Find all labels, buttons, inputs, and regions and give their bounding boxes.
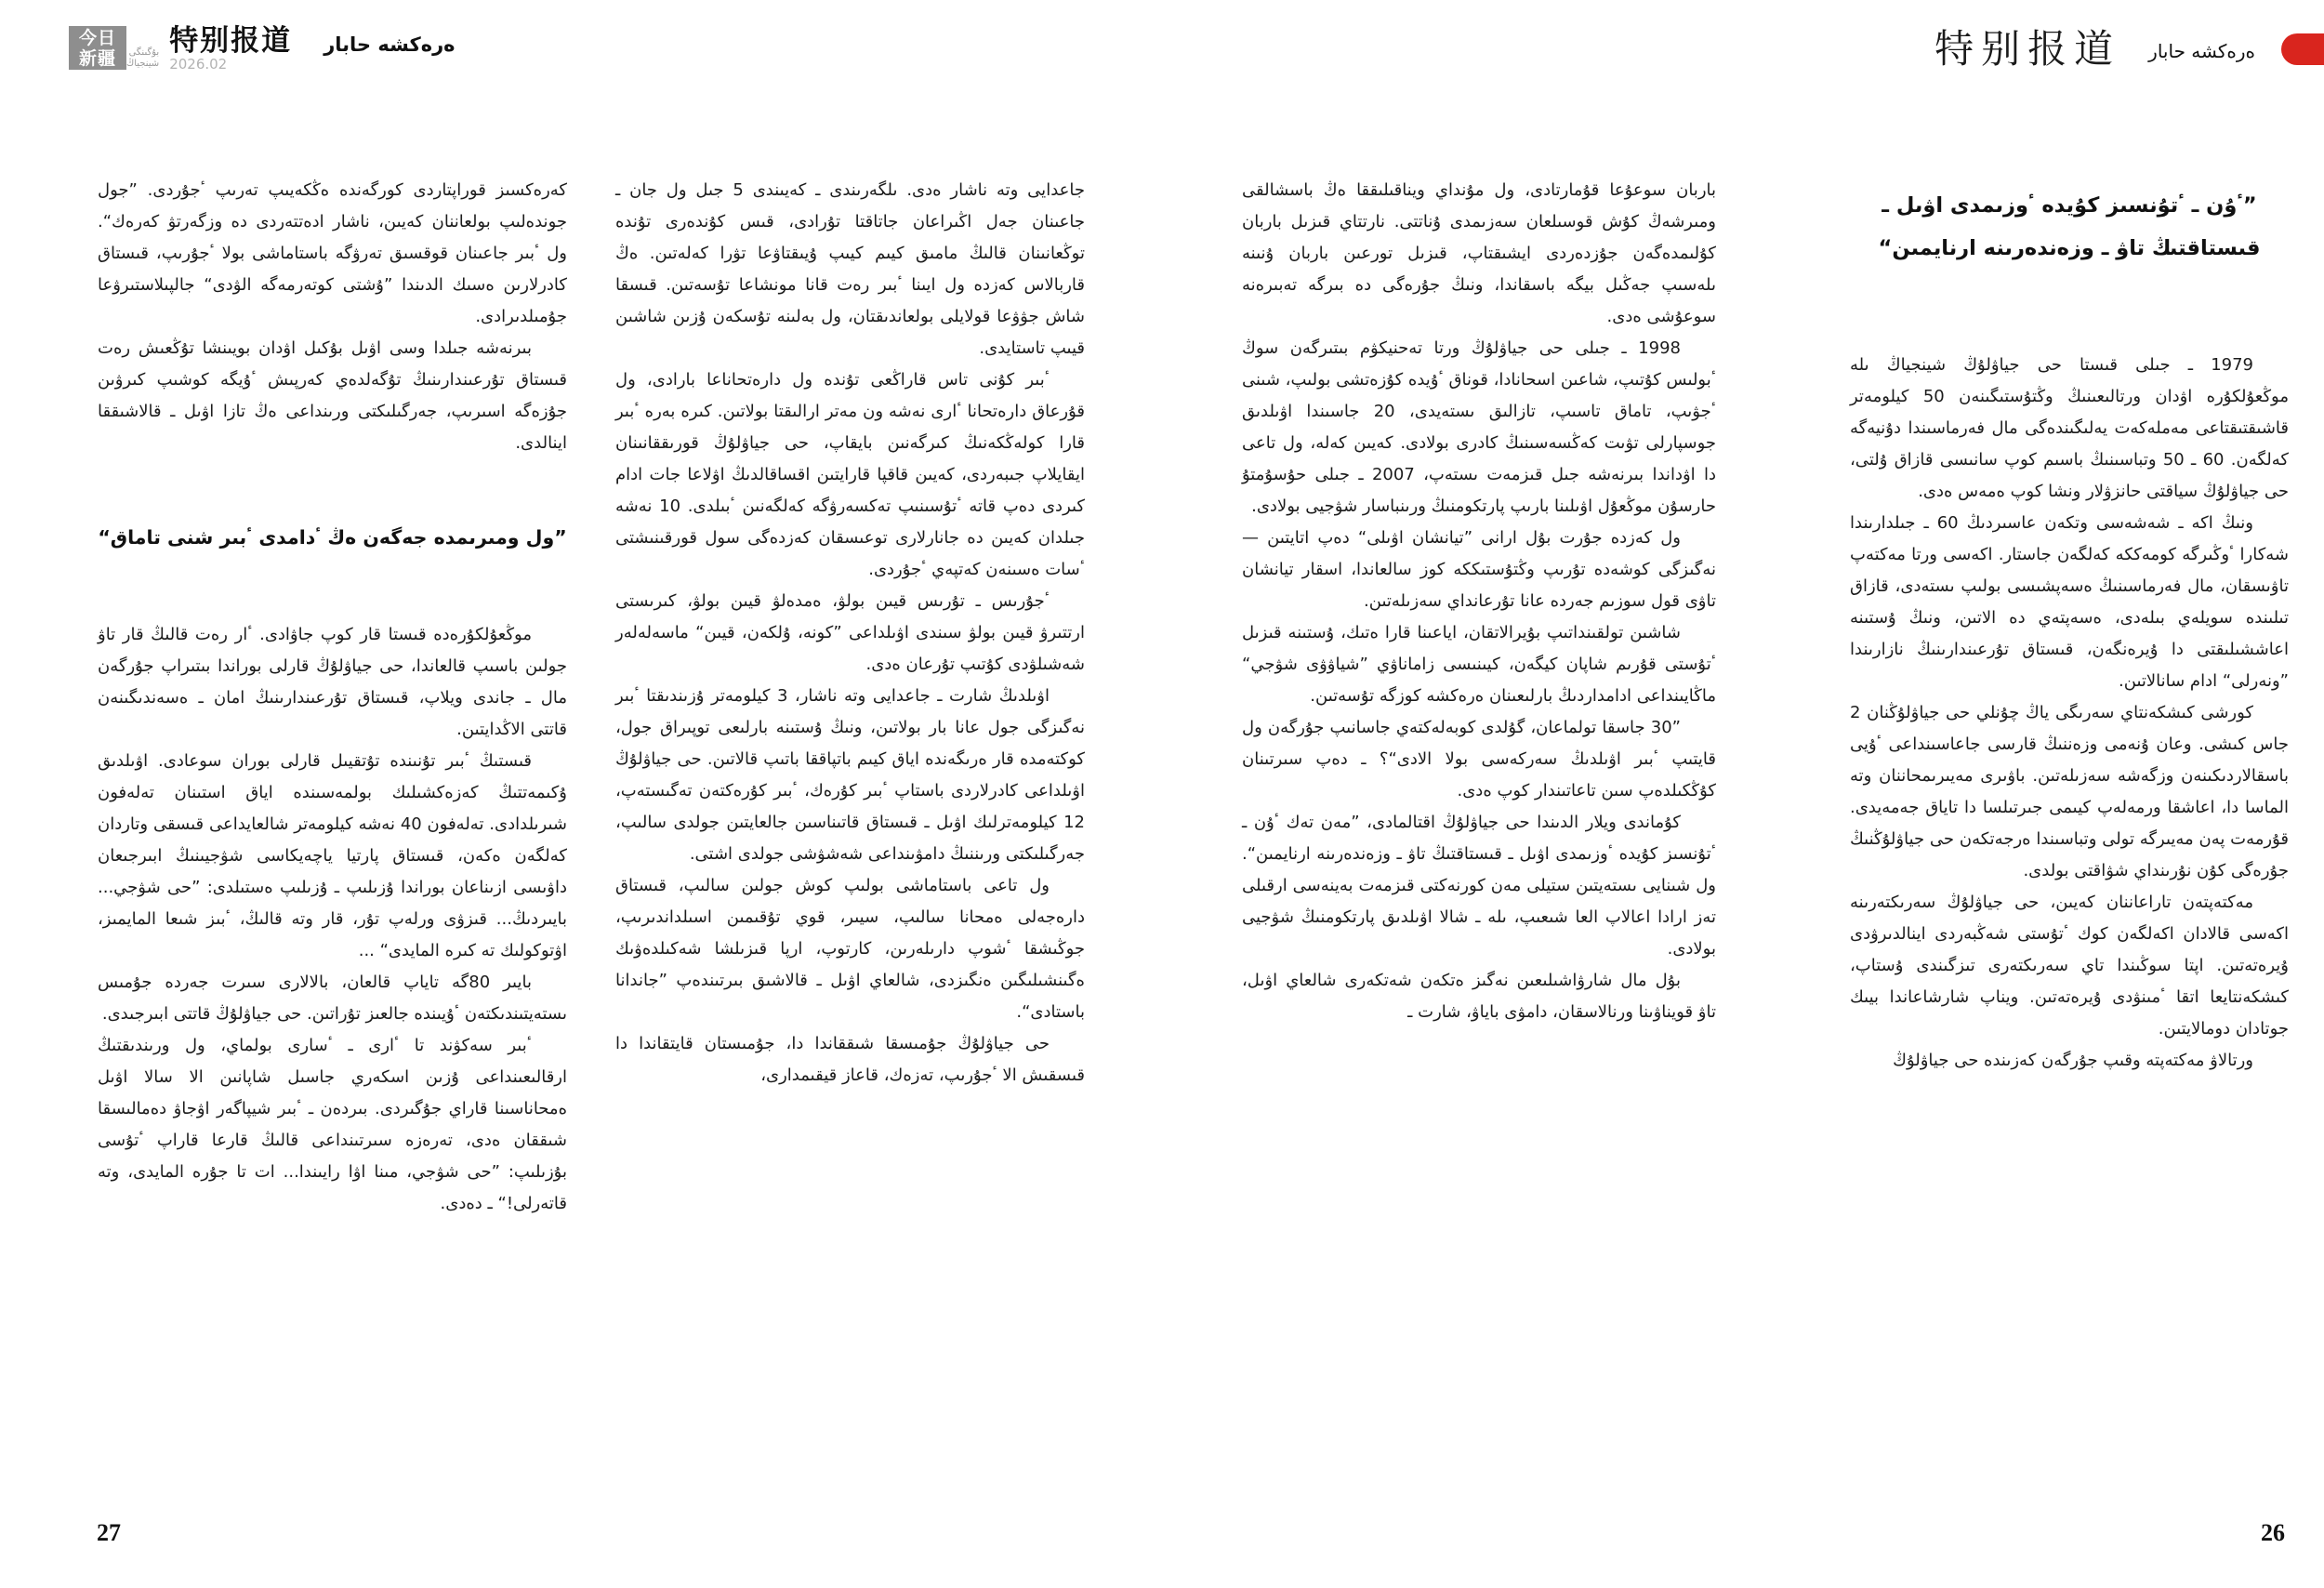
issue-date: 2026.02	[169, 56, 228, 73]
article-headline: ”ٴۇن ـ ٴتۇنسىز كۇيدە ٴوزىمدى اۋىل ـ قىستاقتىڭ تاۋ ـ وزەندەرىنە ارنايمىن“	[1878, 193, 2261, 260]
paragraph: اۋىلدىڭ شارت ـ جاعدايى وتە ناشار، 3 كيلومەتر ۇزىندىقتا ٴبىر نەگىزگى جول عانا بار بولاتىن، ونىڭ ۇستىنە بارلىعى توپىراق جول، كوكتەمدە قار ەرىگەندە اياق كيىم باتپاققا باتىپ قالاتىن. حى جياۋلۇڭ اۋىلداعى كادرلاردى باستاپ ٴبىر كۇرەك، ٴبىر كۇرەكتەن تەگىستەپ، 12 كيلومەترلىك اۋىل ـ قىستاق قاتىناسىن جالعايتىن جولدى سالىپ، جەرگىلىكتى ورىننىڭ دامۋىنداعى شەشۋشى جولدى اشتى.	[615, 686, 1085, 864]
paragraph: بۇل مال شارۋاشىلىعىن نەگىز ەتكەن شەتكەرى شالعاي اۋىل، تاۋ قويناۋىنا ورنالاسقان، دامۋى باياۋ، شارت ـ	[1242, 971, 1716, 1022]
paragraph: ول تاعى باستاماشى بولىپ كوش جولىن سالىپ، قىستاق دارەجەلى ەمحانا سالىپ، سيىر، قوي تۇقىمىن اسىلداندىرىپ، جوڭىشقا ٴشوپ دارىلەرىن، كارتوپ، ارپا قىزىلشا شەكىلدەۋىك ەگىنشىلىگىن ەنگىزدى، شالعاي اۋىل ـ قالاشىق بىرتىندەپ ”جاندانا باستادى“.	[615, 876, 1085, 1022]
paragraph: كورشى كىشكەنتاي سەرىگى ياڭ چۇنلي حى جياۋلۇڭنان 2 جاس كىشى. وعان ۇنەمى وزەننىڭ قارسى جاعاسىنداعى ٴۇيى باسقالاردىكىنەن وزگەشە سەزىلەتىن. باۋىرى مەيىرىمحاننان وتە الماسا دا، اعاشقا ورمەلەپ كيىمى جىرتىلسا دا تاياق جەمەيدى. قۇرمەت پەن مەيىرگە تولى وتباسىندا ەرجەتكەن حى جياۋلۇڭنىڭ جۇرەگى كۇن نۇرىنداي شۋاقتى بولدى.	[1850, 703, 2289, 880]
paragraph: حى جياۋلۇڭ جۇمىسقا شىققاندا دا، جۇمىستان قايتقاندا دا قىسقىش الا ٴجۇرىپ، تەزەك، قاعاز قيقىمدارى،	[615, 1034, 1085, 1085]
paragraph: ورتالاۋ مەكتەپتە وقىپ جۇرگەن كەزىندە حى جياۋلۇڭ	[1893, 1051, 2253, 1070]
page-number-27: 27	[97, 1519, 121, 1546]
header-right	[1934, 19, 2324, 74]
section-title-chinese-calligraphy: 特别报道	[1934, 29, 2121, 72]
article-column-4	[98, 175, 567, 1220]
paragraph: ٴبىر سەكۋند تا ٴارى ـ ٴسارى بولماي، ول ورىندىقتىڭ ارقالىعىنداعى ۇزىن اسكەري جاسىل شاپانىن الا سالا اۋىل ەمحاناسىنا قاراي جۇگىردى. بىردەن ـ ٴبىر شيپاگەر اۋجاۋ دەمالىسقا شىققان ەدى، تەرەزە سىرتىنداعى قالىڭ قارعا قاراپ ٴتۇسى بۇزىلىپ: ”حى شۋجي، مىنا اۋا رايىندا... ات تا جۇرە المايدى، وتە قاتەرلى!“ ـ دەدى.	[98, 1036, 567, 1213]
paragraph: ونىڭ اكە ـ شەشەسى وتكەن عاسىردىڭ 60 ـ جىلدارىندا شەكارا ٴوڭىرگە كومەككە كەلگەن جاستار. اكەسى ورتا مەكتەپ تاۋىسقان، مال فەرماسىنىڭ ەسەپشىسى بولىپ ىستەدى، قازاق تىلىندە سويلەي بىلەدى، ەسەپتەي دە الاتىن، ونىڭ ۇستىنە اعاششىلىقتى دا ۇيرەنگەن، قىستاق تۇرعىندارىنىڭ نازارىندا ”ونەرلى“ ادام سانالاتىن.	[1850, 513, 2289, 691]
logo-arabic-line2: شينجياڭ	[126, 59, 160, 69]
paragraph: موڭعۇلكۇرەدە قىستا قار كوپ جاۋادى. ٴار رەت قالىڭ قار تاۋ جولىن باسىپ قالعاندا، حى جياۋلۇڭ قارلى بوراندا بىتىراپ جۇرگەن مال ـ جاندى ويلاپ، قىستاق تۇرعىندارىنىڭ امان ـ ەسەندىگىنەن قاتتى الاڭدايتىن.	[98, 625, 567, 739]
red-tab-marker	[2281, 33, 2324, 65]
magazine-logo-arabic	[126, 26, 164, 73]
paragraph: قىستىڭ ٴبىر تۇنىندە تۇتقيىل قارلى بوران سوعادى. اۋىلدىق ۇكىمەتتىڭ كەزەكشىلىك بولمەسىندە اياق استىنان تەلەفون شىرىلدادى. تەلەفون 40 نەشە كيلومەتر شالعايداعى قىسقى وتاردان كەلگەن ەكەن، قىستاق پارتيا ياچەيكاسى شۋجيىنىڭ ابىرجىعان داۋىسى ازىناعان بوراندا ۇزىلىپ ـ ۇزىلىپ ەستىلدى: ”حى شۋجي... بايىردىڭ... قىزۋى ورلەپ تۇر، قار وتە قالىڭ، ٴبىز شىعا المايمىز، اۋتوكولىك تە كىرە المايدى“ ...	[98, 751, 567, 960]
paragraph: مەكتەپتەن تاراعاننان كەيىن، حى جياۋلۇڭ سەرىكتەرىنە اكەسى قالادان اكەلگەن كوك ٴتۇستى شەڭبەردى اينالدىرۋدى ۇيرەتەتىن. اپتا سوڭىندا تاي سەرىكتەرى تىزگىندى ۇستاپ، كىشكەنتايعا اتقا ٴمىنۋدى ۇيرەتەتىن. ويناپ شارشاعاندا بيىك جوتادان دومالايتىن.	[1850, 893, 2289, 1039]
paragraph: باربان سوعۇعا قۇمارتادى، ول مۇنداي ويناقىلىققا ەڭ باسشالقى ومىرشەڭ كۇش قوسىلعان سەزىمدى ۇناتتى. نارتتاي قىزىل باربان كۇلىمدەگەن جۇزدەردى ايشىقتاپ، قىزىل تورعىن باربان ۇنىنە ىلەسىپ جەڭىل بيگە باسقاندا، ونىڭ جۇرەگى دە بىرگە تەبىرەنە سوعۇشى ەدى.	[1242, 180, 1716, 326]
section-title-kazakh: ەرەكشە حابار	[2148, 40, 2255, 62]
page-number-26: 26	[2261, 1519, 2285, 1546]
logo-line2: 新疆	[78, 47, 116, 69]
article-subhead: ”ول ومىرىمدە جەگەن ەڭ ٴدامدى ٴبىر شنى تاماق“	[98, 526, 567, 549]
paragraph: بىرنەشە جىلدا وسى اۋىل بۇكىل اۋدان بويىنشا تۇڭعىش رەت قىستاق تۇرعىندارىنىڭ تۇگەلدەي كەرپىش ٴۇيگە كوشىپ كىرۋىن جۇزەگە اسىرىپ، جەرگىلىكتى ورىنداعى ەڭ تازا اۋىل ـ قالاشىققا اينالدى.	[98, 338, 567, 453]
paragraph: ٴجۇرىس ـ تۇرىس قيىن بولۋ، ەمدەلۋ قيىن بولۋ، كىرىستى ارتتىرۋ قيىن بولۋ سىندى اۋىلداعى ”كونە، ۇلكەن، قيىن“ ماسەلەلەر شەشىلۋدى كۇتىپ تۇرعان ەدى.	[615, 591, 1085, 674]
paragraph: 1979 ـ جىلى قىستا حى جياۋلۇڭ شينجياڭ ىلە موڭعۇلكۇرە اۋدان ورتالىعىنىڭ وڭتۇستىگىنەن 50 كيلومەتر قاشىقتىقتاعى مەملەكەت يەلىگىندەگى مال فەرماسىندا دۇنيەگە كەلگەن. 60 ـ 50 وتباسىنىڭ باسىم كوپ سانىسى قازاق ۇلتى، حى جياۋلۇڭ سياقتى حانزۋلار ونشا كوپ ەمەس ەدى.	[1850, 355, 2289, 501]
logo-line1: 今日	[78, 27, 116, 48]
paragraph: كۇماندى ويلار الدىندا حى جياۋلۇڭ اقتالمادى، ”مەن تەك ٴۇن ـ ٴتۇنسىز كۇيدە ٴوزىمدى اۋىل ـ قىستاقتىڭ تاۋ ـ وزەندەرىنە ارنايمىن“. ول شىنايى ىستەيتىن ستيلى مەن كورنەكتى قىزمەت بەينەسى ارقىلى تەز ارادا اعالاپ العا شىعىپ، ىلە ـ شالا اۋىلدىق پارتكومنىڭ شۋجيى بولادى.	[1242, 813, 1716, 959]
logo-arabic-line1: بۇگىنگى	[128, 47, 160, 58]
paragraph: بايىر 80گە تاياپ قالعان، بالالارى سىرت جەردە جۇمىس ىستەيتىندىكتەن ٴۇيىندە جالعىز تۇراتىن. حى جياۋلۇڭ قاتتى ابىرجىدى.	[98, 973, 567, 1024]
article-column-1	[1850, 175, 2289, 1077]
section-title-block	[169, 26, 292, 73]
paragraph: جاعدايى وتە ناشار ەدى. ىلگەرىندى ـ كەيىندى 5 جىل ول جان ـ جاعىنان جەل اڭىراعان جاتاقتا تۇرادى، قىس كۇندەرى تۇندە توڭعانىنان قالىڭ مامىق كيىم كيىپ ۇيىقتاۋعا تۋرا كەلەتىن. ەڭ قاربالاس كەزدە ول ايىنا ٴبىر رەت قانا مونشاعا تۇسەتىن. قىسقا شاش جۋۋعا قولايلى بولعاندىقتان، ول بەلىنە تۇسكەن ۇزىن شاشىن قيىپ تاستايدى.	[615, 180, 1085, 358]
section-title-kazakh: ەرەكشە حابار	[324, 33, 456, 56]
paragraph: كەرەكسىز قوراپتاردى كورگەندە ەڭكەيىپ تەرىپ ٴجۇردى. ”جول جوندەلىپ بولعاننان كەيىن، ناشار ادەتتەردى دە وزگەرتۋ كەرەك“. ول ٴبىر جاعىنان قوقسىق تەرۋگە باستاماشى بولا ٴجۇرىپ، قىستاق كادرلارىن ەسىك الدىندا ”ۇشتى كوتەرمەگە الۋدى“ جالپىلاستىرۋعا جۇمىلدىرادى.	[98, 180, 567, 326]
article-column-3	[615, 175, 1085, 1092]
paragraph: ول كەزدە جۇرت بۇل ارانى ”تيانشان اۋىلى“ دەپ اتايتىن — نەگىزگى كوشەدە تۇرىپ وڭتۇستىككە كوز سالعاندا، اسقار تيانشان تاۋى قول سوزىم جەردە عانا تۇرعانداي سەزىلەتىن.	[1242, 528, 1716, 611]
paragraph: ٴبىر كۇنى تاس قاراڭعى تۇندە ول دارەتحاناعا بارادى، ول قۇرعاق دارەتحانا ٴارى نەشە ون مەتر ارالىقتا بولاتىن. كىرە بەرە ٴبىر قارا كولەڭكەنىڭ كىرگەنىن بايقاپ، حى جياۋلۇڭ قورىققانىنان ايقايلاپ جىبەردى، كەيىن قاقپا قارايتىن اقساقالدىڭ اۋلاعا جات ادام كىردى دەپ قاتە ٴتۇسىنىپ تەكسەرۋگە كەلگەنىن ٴبىلدى. 10 نەشە جىلدان كەيىن دە جانارلارى توعىسقان كەزدەگى سول قورقىنىشتى ٴسات ەسىنەن كەتپەي ٴجۇردى.	[615, 370, 1085, 579]
magazine-logo	[69, 26, 126, 70]
paragraph: 1998 ـ جىلى حى جياۋلۇڭ ورتا تەحنيكۋم بىتىرگەن سوڭ ٴبولىس كۇتىپ، شاعىن اسحانادا، قوناق ٴۇيدە كۇزەتشى بولىپ، شىنى ٴجۋىپ، تاماق تاسىپ، تازالىق ىستەيدى، 20 جاسىندا اۋىلدىق جوسپارلى تۋىت كەڭسەسىنىڭ كادرى بولادى. كەيىن كەلە، ول تاعى دا اۋداندا بىرنەشە جىل قىزمەت ىستەپ، 2007 ـ جىلى حۇسۇمتۇ حارسۇن موڭعۇل اۋىلىنا بارىپ پارتكومنىڭ ورىنباسار شۋجيى بولادى.	[1242, 338, 1716, 516]
paragraph: شاشىن تولقىنداتىپ بۇيرالاتقان، اياعىنا قارا ەتىك، ۇستىنە قىزىل ٴتۇستى قۇرىم شاپان كيگەن، كيىنىسى زاماناۋي ”شياۋۋى شۋجي“ ماڭايىنداعى ادامداردىڭ بارلىعىنان ەرەكشە كوزگە تۇسەتىن.	[1242, 623, 1716, 706]
header-left	[69, 26, 456, 73]
paragraph: ”30 جاسقا تولماعان، گۇلدى كوبەلەكتەي جاسانىپ جۇرگەن ول قايتىپ ٴبىر اۋىلدىڭ سەركەسى بولا الادى“؟ ـ دەپ سىرتىنان كۇڭكىلدەپ سىن تاعاتىندار كوپ ەدى.	[1242, 718, 1716, 801]
article-column-2	[1242, 175, 1716, 1028]
section-title-chinese: 特别报道	[169, 24, 293, 58]
